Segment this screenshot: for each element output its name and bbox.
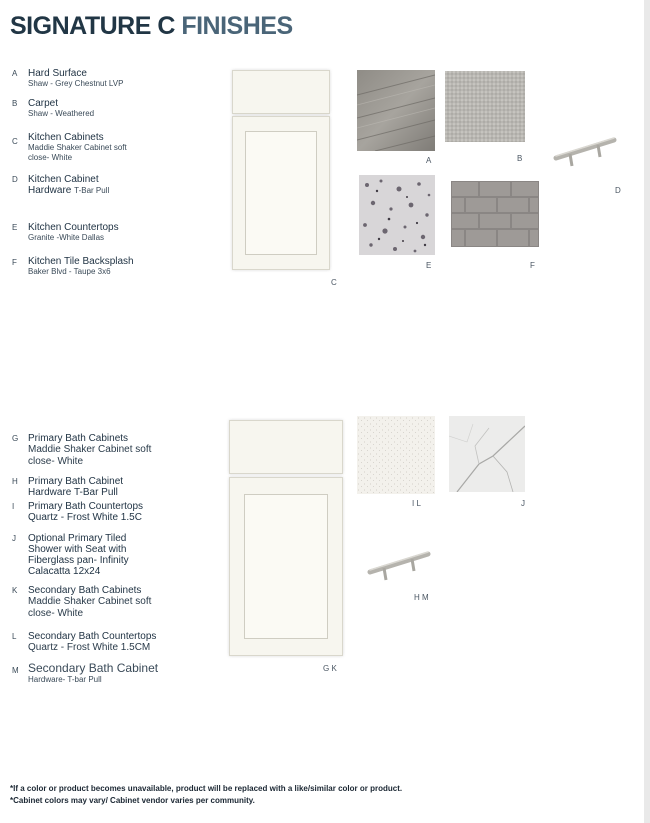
hard-surface-swatch xyxy=(357,70,435,151)
kitchen-t-bar-pull xyxy=(552,134,618,170)
finish-item-a xyxy=(12,68,192,89)
item-detail: Maddie Shaker Cabinet soft xyxy=(28,596,152,607)
item-key: I xyxy=(12,502,15,511)
item-heading: Secondary Bath Cabinet xyxy=(28,661,159,675)
bath-cabinet-door xyxy=(229,477,343,656)
swatch-label-hm: H M xyxy=(414,593,429,602)
item-key: A xyxy=(12,69,18,78)
shower-tile-swatch xyxy=(449,416,525,492)
item-key: B xyxy=(12,99,18,108)
title-part-2: FINISHES xyxy=(181,12,293,40)
item-detail-2: close- White xyxy=(28,608,84,619)
item-key: K xyxy=(12,586,18,595)
finish-item-i xyxy=(12,501,192,523)
item-detail: Maddie Shaker Cabinet soft xyxy=(28,444,152,455)
item-detail: Baker Blvd - Taupe 3x6 xyxy=(28,267,111,276)
item-heading: Optional Primary Tiled xyxy=(28,533,127,544)
finish-item-h xyxy=(12,476,192,498)
item-heading: Kitchen Tile Backsplash xyxy=(28,256,134,267)
finish-item-g xyxy=(12,433,192,468)
item-heading: Secondary Bath Cabinets xyxy=(28,585,142,596)
item-key: D xyxy=(12,175,18,184)
swatch-label-j: J xyxy=(521,499,525,508)
item-detail: T-Bar Pull xyxy=(74,186,110,195)
finish-item-d xyxy=(12,174,192,196)
page-edge xyxy=(644,0,650,823)
item-detail: Maddie Shaker Cabinet soft xyxy=(28,143,127,152)
swatch-label-c: C xyxy=(331,278,337,287)
page-title xyxy=(10,12,293,41)
finish-item-m xyxy=(12,662,192,685)
finish-item-e xyxy=(12,222,192,243)
item-detail-2: close- White xyxy=(28,153,73,162)
bath-countertop-swatch xyxy=(357,416,435,494)
item-heading: Primary Bath Countertops xyxy=(28,501,144,512)
item-heading-4: Calacatta 12x24 xyxy=(28,566,101,577)
item-key: C xyxy=(12,137,18,146)
item-key: J xyxy=(12,534,16,543)
item-heading: Kitchen Cabinet xyxy=(28,174,99,185)
title-part-1: SIGNATURE C xyxy=(10,12,175,40)
swatch-label-b: B xyxy=(517,154,523,163)
item-detail: Hardware- T-bar Pull xyxy=(28,675,102,684)
swatch-label-gk: G K xyxy=(323,664,337,673)
carpet-swatch xyxy=(445,71,525,142)
swatch-label-a: A xyxy=(426,156,432,165)
item-heading: Hard Surface xyxy=(28,68,87,79)
item-heading-3: Fiberglass pan- Infinity xyxy=(28,555,129,566)
finish-item-c xyxy=(12,132,192,163)
item-heading: Primary Bath Cabinet xyxy=(28,476,124,487)
item-key: E xyxy=(12,223,18,232)
item-heading-2: Hardware T-Bar Pull xyxy=(28,487,118,498)
swatch-label-il: I L xyxy=(412,499,421,508)
item-heading: Primary Bath Cabinets xyxy=(28,433,129,444)
item-heading: Kitchen Countertops xyxy=(28,222,119,233)
footer-note-2: *Cabinet colors may vary/ Cabinet vendor varies per community. xyxy=(10,796,255,805)
item-heading: Kitchen Cabinets xyxy=(28,132,104,143)
kitchen-cabinet-drawer-front xyxy=(232,70,330,114)
item-heading: Secondary Bath Countertops xyxy=(28,631,157,642)
finish-item-l xyxy=(12,631,192,654)
kitchen-countertop-swatch xyxy=(359,175,435,255)
item-detail: Shaw - Grey Chestnut LVP xyxy=(28,79,124,88)
item-key: L xyxy=(12,632,17,641)
swatch-label-f: F xyxy=(530,261,535,270)
item-key: H xyxy=(12,477,18,486)
finish-item-b xyxy=(12,98,192,119)
swatch-label-d: D xyxy=(615,186,621,195)
swatch-label-e: E xyxy=(426,261,432,270)
finish-item-k xyxy=(12,585,192,620)
footer-note-1: *If a color or product becomes unavailable, product will be replaced with a like/similar color or product. xyxy=(10,784,403,793)
item-detail-2: close- White xyxy=(28,456,84,467)
item-detail: Granite -White Dallas xyxy=(28,233,105,242)
item-heading-2: Hardware xyxy=(28,185,72,196)
finish-item-j xyxy=(12,533,192,577)
item-heading-2: Quartz - Frost White 1.5C xyxy=(28,512,142,523)
backsplash-tile-swatch xyxy=(451,181,539,247)
item-key: M xyxy=(12,666,19,675)
item-detail: Quartz - Frost White 1.5CM xyxy=(28,642,151,653)
kitchen-cabinet-door xyxy=(232,116,330,270)
item-key: G xyxy=(12,434,19,443)
bath-t-bar-pull xyxy=(366,548,432,584)
item-heading: Carpet xyxy=(28,98,59,109)
finish-item-f xyxy=(12,256,192,277)
item-detail: Shaw - Weathered xyxy=(28,109,95,118)
item-heading-2: Shower with Seat with xyxy=(28,544,127,555)
item-key: F xyxy=(12,258,17,267)
bath-cabinet-drawer-front xyxy=(229,420,343,474)
